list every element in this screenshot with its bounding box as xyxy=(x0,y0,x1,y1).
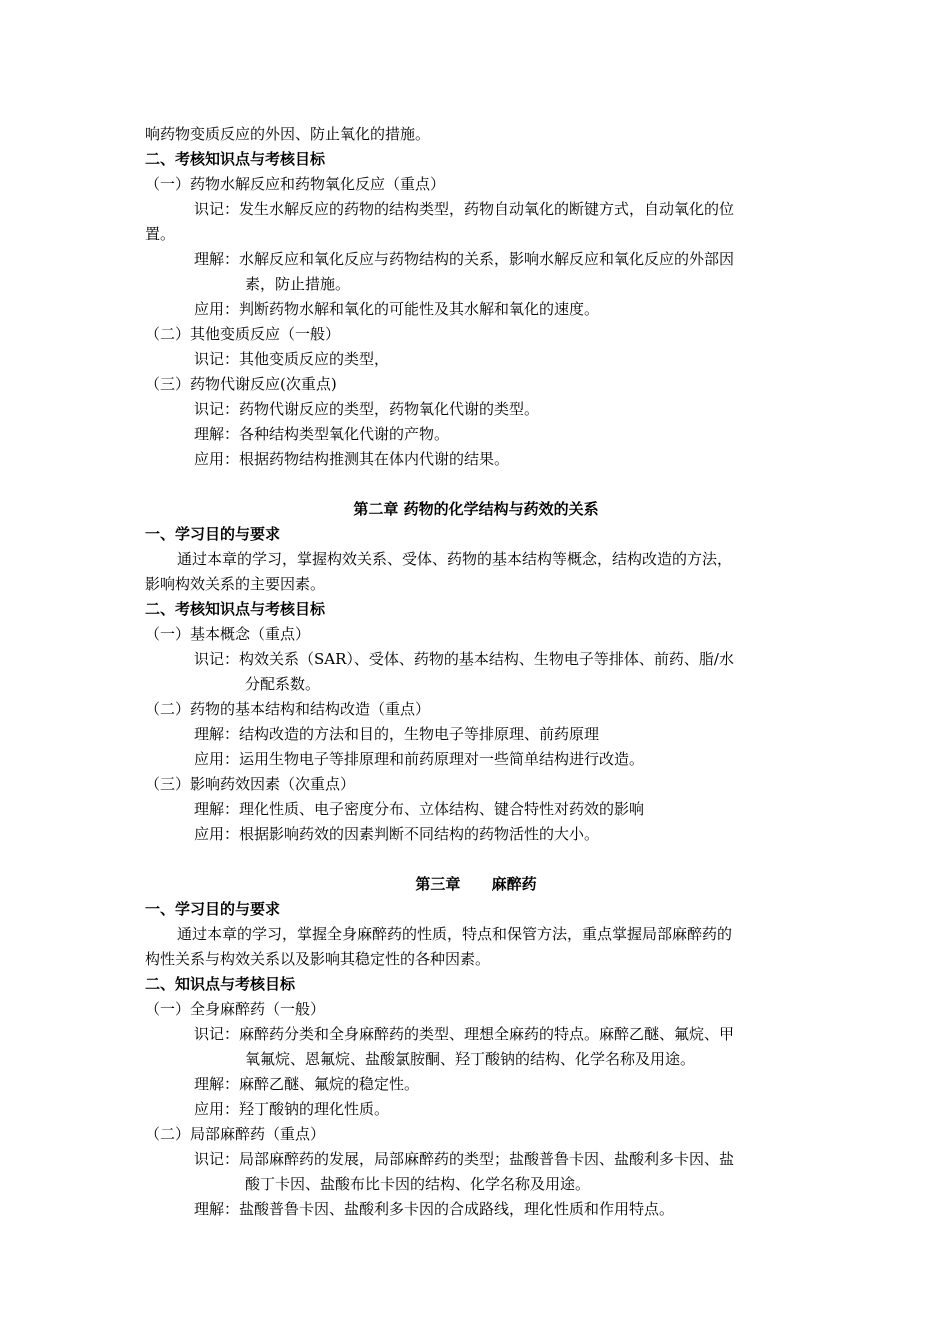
section-heading: 二、知识点与考核目标 xyxy=(145,975,296,993)
section-heading: 一、学习目的与要求 xyxy=(145,900,281,918)
text-line: 应用：根据影响药效的因素判断不同结构的药物活性的大小。 xyxy=(194,825,600,843)
chapter-title: 第二章 药物的化学结构与药效的关系 xyxy=(353,500,599,518)
text-line: 通过本章的学习，掌握全身麻醉药的性质，特点和保管方法，重点掌握局部麻醉药的 xyxy=(177,925,733,943)
text-line: 酸丁卡因、盐酸布比卡因的结构、化学名称及用途。 xyxy=(245,1175,591,1193)
text-line: 分配系数。 xyxy=(245,675,321,693)
subsection-heading: （一）基本概念（重点） xyxy=(145,625,311,643)
text-line: 理解：各种结构类型氧化代谢的产物。 xyxy=(194,425,450,443)
text-line: 应用：判断药物水解和氧化的可能性及其水解和氧化的速度。 xyxy=(194,300,600,318)
text-line: 理解：盐酸普鲁卡因、盐酸利多卡因的合成路线，理化性质和作用特点。 xyxy=(194,1200,675,1218)
text-line: 识记：构效关系（SAR）、受体、药物的基本结构、生物电子等排体、前药、脂/水 xyxy=(194,650,734,668)
subsection-heading: （二）局部麻醉药（重点） xyxy=(145,1125,326,1143)
text-line: 应用：运用生物电子等排原理和前药原理对一些简单结构进行改造。 xyxy=(194,750,645,768)
section-heading: 二、考核知识点与考核目标 xyxy=(145,150,326,168)
text-line: 应用：羟丁酸钠的理化性质。 xyxy=(194,1100,390,1118)
text-line: 识记：其他变质反应的类型， xyxy=(194,350,390,368)
text-line: 通过本章的学习，掌握构效关系、受体、药物的基本结构等概念，结构改造的方法， xyxy=(177,550,733,568)
text-line: 响药物变质反应的外因、防止氧化的措施。 xyxy=(145,125,431,143)
text-line: 素，防止措施。 xyxy=(245,275,351,293)
subsection-heading: （三）影响药效因素（次重点） xyxy=(145,775,356,793)
section-heading: 二、考核知识点与考核目标 xyxy=(145,600,326,618)
chapter-title: 第三章 麻醉药 xyxy=(415,875,537,893)
text-line: 理解：理化性质、电子密度分布、立体结构、键合特性对药效的影响 xyxy=(194,800,645,818)
text-line: 理解：结构改造的方法和目的，生物电子等排原理、前药原理 xyxy=(194,725,600,743)
text-line: 识记：局部麻醉药的发展，局部麻醉药的类型；盐酸普鲁卡因、盐酸利多卡因、盐 xyxy=(194,1150,735,1168)
text-line: 识记：麻醉药分类和全身麻醉药的类型、理想全麻药的特点。麻醉乙醚、氟烷、甲 xyxy=(194,1025,735,1043)
subsection-heading: （二）其他变质反应（一般） xyxy=(145,325,341,343)
text-line: 氧氟烷、恩氟烷、盐酸氯胺酮、羟丁酸钠的结构、化学名称及用途。 xyxy=(245,1050,696,1068)
document-page xyxy=(145,122,807,1222)
text-line: 置。 xyxy=(145,225,176,243)
subsection-heading: （二）药物的基本结构和结构改造（重点） xyxy=(145,700,431,718)
text-line: 构性关系与构效关系以及影响其稳定性的各种因素。 xyxy=(145,950,491,968)
subsection-heading: （一）药物水解反应和药物氧化反应（重点） xyxy=(145,175,446,193)
text-line: 识记：发生水解反应的药物的结构类型，药物自动氧化的断键方式，自动氧化的位 xyxy=(194,200,735,218)
text-line: 识记：药物代谢反应的类型，药物氧化代谢的类型。 xyxy=(194,400,540,418)
text-line: 理解：麻醉乙醚、氟烷的稳定性。 xyxy=(194,1075,420,1093)
text-line: 理解：水解反应和氧化反应与药物结构的关系，影响水解反应和氧化反应的外部因 xyxy=(194,250,735,268)
text-line: 影响构效关系的主要因素。 xyxy=(145,575,326,593)
subsection-heading: （一）全身麻醉药（一般） xyxy=(145,1000,326,1018)
text-line: 应用：根据药物结构推测其在体内代谢的结果。 xyxy=(194,450,510,468)
subsection-heading: （三）药物代谢反应(次重点) xyxy=(145,375,337,393)
section-heading: 一、学习目的与要求 xyxy=(145,525,281,543)
